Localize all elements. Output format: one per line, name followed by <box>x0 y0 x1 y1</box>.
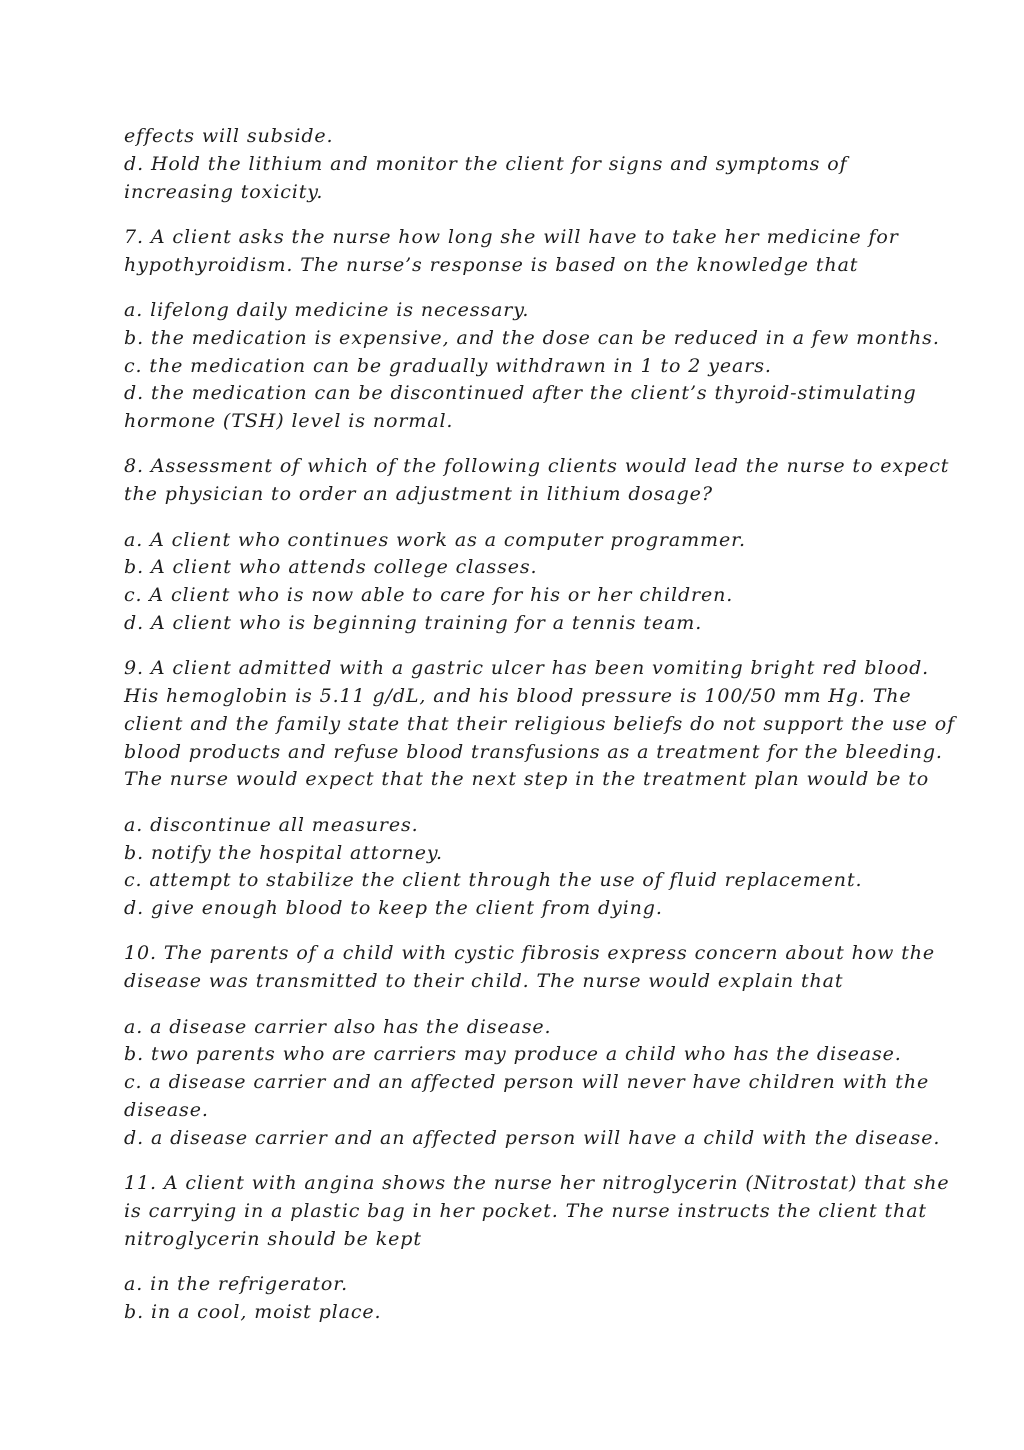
answer-option: d. A client who is beginning training for a tennis team. <box>124 611 703 634</box>
question-7-options <box>124 297 940 436</box>
question-10-options <box>124 1014 941 1153</box>
answer-option: c. the medication can be gradually withdrawn in 1 to 2 years. <box>124 354 772 377</box>
previous-question-continuation <box>124 123 914 206</box>
answer-option: c. A client who is now able to care for his or her children. <box>124 584 734 607</box>
question-stem-line: client and the family state that their religious beliefs do not support the use of <box>124 712 956 735</box>
answer-option: c. a disease carrier and an affected person will never have children with the <box>124 1071 930 1094</box>
question-stem-line: 10. The parents of a child with cystic fibrosis express concern about how the <box>124 942 936 965</box>
question-10-stem <box>124 940 936 996</box>
question-stem-line: 11. A client with angina shows the nurse her nitroglycerin (Nitrostat) that she <box>124 1172 950 1194</box>
answer-option: a. discontinue all measures. <box>124 813 419 836</box>
question-stem-line: His hemoglobin is 5.11 g/dL, and his blood pressure is 100/50 mm Hg. The <box>124 685 912 708</box>
continuation-line: effects will subside. <box>124 125 334 147</box>
question-stem-line: blood products and refuse blood transfusions as a treatment for the bleeding. <box>124 740 943 763</box>
answer-option: c. attempt to stabilize the client through the use of fluid replacement. <box>124 869 863 892</box>
answer-option: a. in the refrigerator. <box>124 1272 349 1295</box>
continuation-line: d. Hold the lithium and monitor the client for signs and symptoms of <box>124 152 848 175</box>
answer-option: a. A client who continues work as a computer programmer. <box>124 528 746 551</box>
answer-option: disease. <box>124 1098 209 1121</box>
answer-option: d. the medication can be discontinued after the client’s thyroid-stimulating <box>124 382 917 405</box>
question-9-options <box>124 812 914 923</box>
question-stem-line: is carrying in a plastic bag in her pocket. The nurse instructs the client that <box>124 1199 927 1222</box>
question-7-stem <box>124 224 914 280</box>
question-stem-line: hypothyroidism. The nurse’s response is based on the knowledge that <box>124 253 859 276</box>
answer-option: d. give enough blood to keep the client from dying. <box>124 897 663 920</box>
answer-option: hormone (TSH) level is normal. <box>124 410 454 433</box>
document-body <box>124 123 956 1344</box>
answer-option: b. A client who attends college classes. <box>124 556 538 579</box>
answer-option: a. lifelong daily medicine is necessary. <box>124 298 530 321</box>
question-stem-line: disease was transmitted to their child. The nurse would explain that <box>124 970 844 993</box>
answer-option: d. a disease carrier and an affected person will have a child with the disease. <box>124 1126 941 1149</box>
answer-option: b. in a cool, moist place. <box>124 1300 382 1323</box>
question-stem-line: 8. Assessment of which of the following clients would lead the nurse to expect <box>124 455 950 478</box>
answer-option: a. a disease carrier also has the disease. <box>124 1015 552 1038</box>
question-8-options <box>124 527 914 638</box>
continuation-line: increasing toxicity. <box>124 180 324 203</box>
question-11-options <box>124 1271 914 1327</box>
question-8-stem <box>124 453 950 509</box>
question-stem-line: 7. A client asks the nurse how long she will have to take her medicine for <box>124 225 899 248</box>
answer-option: b. two parents who are carriers may produce a child who has the disease. <box>124 1043 902 1066</box>
question-stem-line: The nurse would expect that the next step in the treatment plan would be to <box>124 768 930 791</box>
question-11-stem <box>124 1170 950 1253</box>
answer-option: b. notify the hospital attorney. <box>124 841 443 864</box>
question-9-stem <box>124 655 956 794</box>
question-stem-line: nitroglycerin should be kept <box>124 1227 422 1250</box>
question-stem-line: the physician to order an adjustment in lithium dosage? <box>124 483 713 506</box>
question-stem-line: 9. A client admitted with a gastric ulcer has been vomiting bright red blood. <box>124 657 930 680</box>
answer-option: b. the medication is expensive, and the dose can be reduced in a few months. <box>124 326 940 349</box>
